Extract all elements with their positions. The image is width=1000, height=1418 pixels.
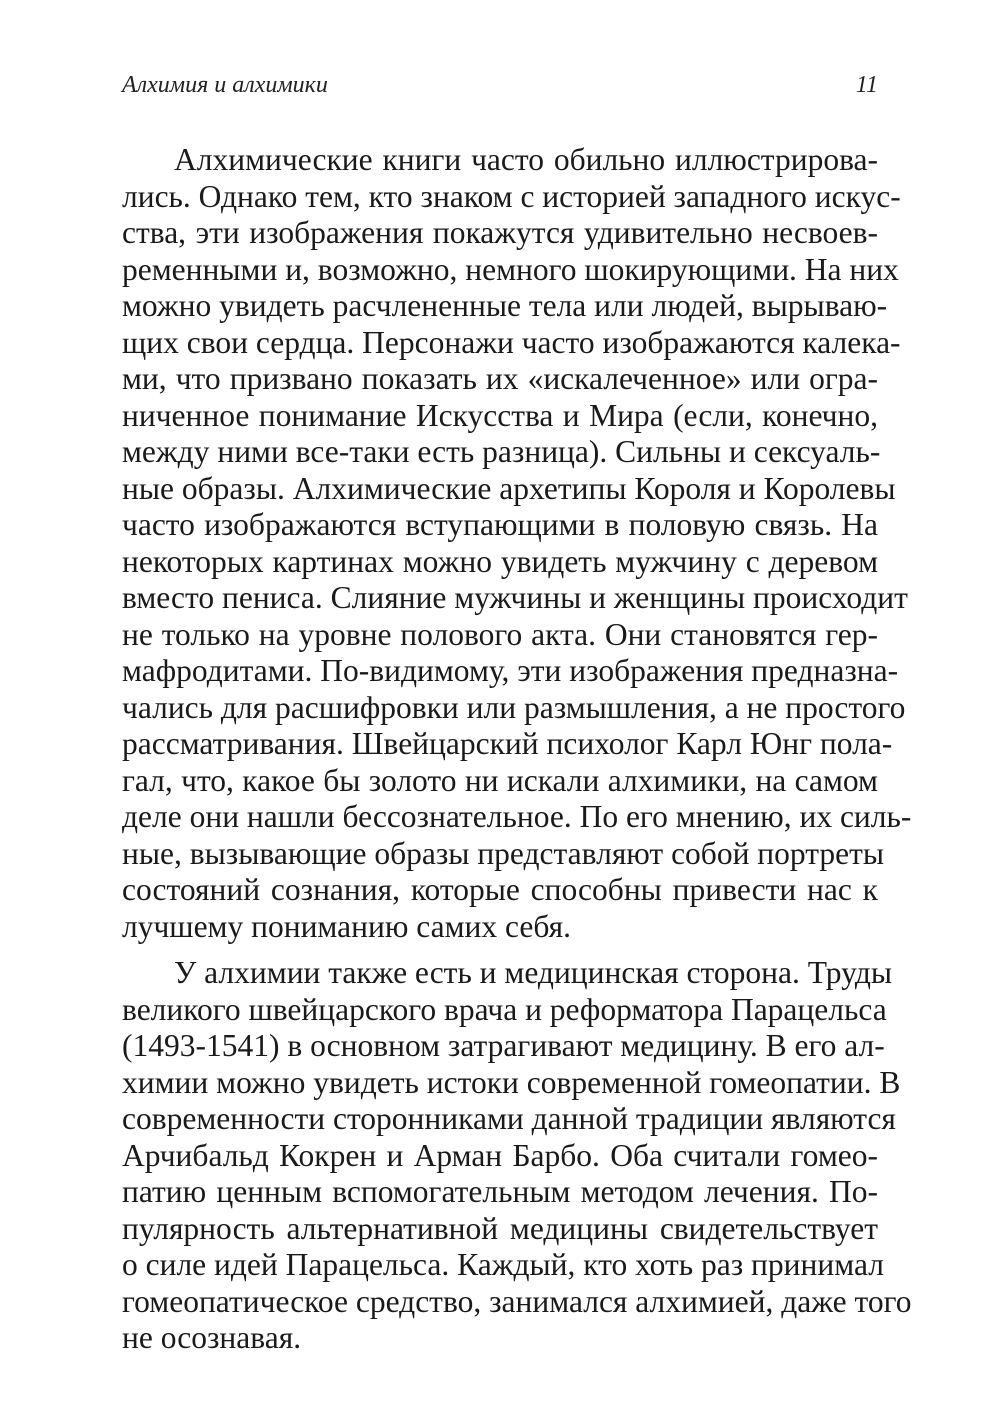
text-line: о силе идей Парацельса. Каждый, кто хоть раз принимал [122, 1247, 884, 1282]
text-line: лучшему пониманию самих себя. [122, 908, 571, 944]
paragraph-gap [122, 945, 878, 955]
text-line: между ними все-таки есть разница). Сильны и сексуаль- [122, 434, 881, 469]
text-line: патию ценным вспомогательным методом лечения. По- [122, 1174, 878, 1209]
text-line: можно увидеть расчлененные тела или людей, вырываю- [122, 288, 888, 323]
text-line: вместо пениса. Слияние мужчины и женщины происходит [122, 580, 908, 615]
text-line: ми, что призвано показать их «искалеченное» или огра- [122, 361, 878, 396]
text-line: ства, эти изображения покажутся удивительно несвоев- [122, 215, 878, 250]
text-line: мафродитами. По-видимому, эти изображения предназна- [122, 653, 899, 688]
text-line: пулярность альтернативной медицины свидетельствует [122, 1210, 878, 1246]
text-line: щих свои сердца. Персонажи часто изображаются калека- [122, 324, 901, 360]
text-line: Алхимические книги часто обильно иллюстрирова- [174, 142, 878, 177]
text-line: ные, вызывающие образы представляют собой портреты [122, 835, 885, 871]
text-line: ные образы. Алхимические архетипы Короля и Королевы [122, 470, 896, 506]
text-line: ременными и, возможно, немного шокирующими. На них [122, 251, 899, 287]
text-line: ниченное понимание Искусства и Мира (если, конечно, [122, 397, 878, 433]
text-line: великого швейцарского врача и реформатора Парацельса [122, 991, 887, 1027]
text-line: деле они нашли бессознательное. По его мнению, их силь- [122, 799, 912, 834]
text-line: состояний сознания, которые способны привести нас к [122, 872, 878, 907]
running-title: Алхимия и алхимики [122, 72, 328, 98]
text-line: современности сторонниками данной традиции являются [122, 1101, 896, 1136]
paragraph-1 [122, 142, 912, 945]
text-line: не только на уровне полового акта. Они становятся гер- [122, 616, 878, 652]
text-line: не осознавая. [122, 1320, 302, 1355]
text-line: некоторых картинах можно увидеть мужчину с деревом [122, 543, 878, 579]
text-line: Арчибальд Кокрен и Арман Барбо. Оба считали гомео- [122, 1137, 878, 1173]
text-line: рассматривания. Швейцарский психолог Карл Юнг пола- [122, 726, 893, 761]
text-line: гомеопатическое средство, занимался алхимией, даже того [122, 1283, 912, 1319]
text-line: химии можно увидеть истоки современной гомеопатии. В [122, 1064, 901, 1100]
running-head [122, 72, 878, 106]
page-number: 11 [855, 72, 878, 98]
paragraph-2 [122, 955, 912, 1357]
text-line: лись. Однако тем, кто знаком с историей западного искус- [122, 178, 901, 214]
text-line: чались для расшифровки или размышления, а не простого [122, 689, 906, 725]
text-line: гал, что, какое бы золото ни искали алхимики, на самом [122, 762, 878, 798]
text-line: (1493-1541) в основном затрагивают медицину. В его ал- [122, 1028, 885, 1063]
text-line: часто изображаются вступающими в половую связь. На [122, 507, 878, 542]
body-text [122, 142, 912, 1357]
text-line: У алхимии также есть и медицинская сторона. Труды [174, 955, 893, 990]
